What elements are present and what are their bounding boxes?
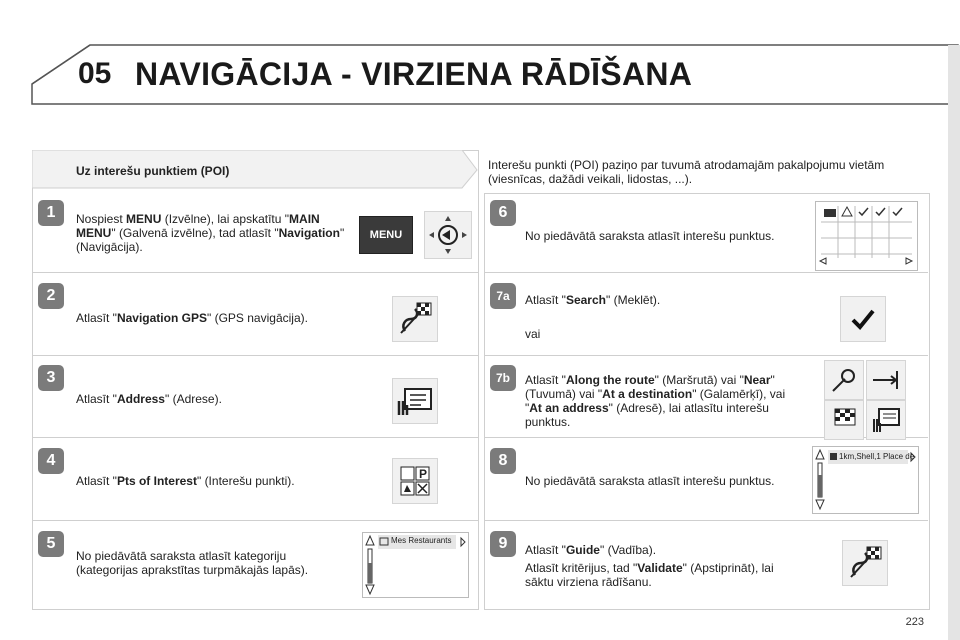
chapter-number: 05 [78, 57, 112, 90]
step-badge-9: 9 [490, 531, 516, 557]
category-list-screen[interactable] [362, 532, 469, 598]
divider [484, 520, 928, 521]
step-8-text: No piedāvātā saraksta atlasīt interešu punktus. [525, 474, 775, 488]
divider [32, 355, 478, 356]
step-badge-2: 2 [38, 283, 64, 309]
at-address-icon[interactable] [866, 400, 906, 440]
step-7a-text: Atlasīt "Search" (Meklēt). [525, 293, 661, 307]
side-bar [948, 45, 960, 640]
menu-button[interactable]: MENU [359, 216, 413, 254]
poi-grid-screen[interactable] [815, 201, 918, 271]
near-icon[interactable] [866, 360, 906, 400]
divider [32, 520, 478, 521]
poi-list-label: 1km,Shell,1 Place de [839, 452, 915, 461]
guide-icon[interactable] [842, 540, 888, 586]
step-5-text: No piedāvātā saraksta atlasīt kategoriju (kategorijas aprakstītas turpmākajās lapās). [76, 549, 309, 577]
poi-heading: Uz interešu punktiem (POI) [76, 164, 230, 178]
step-7b-text: Atlasīt "Along the route" (Maršrutā) vai "Near" (Tuvumā) vai "At a destination" (Galamērķī), vai "At an address" (Adresē), lai atlasītu interešu punktus. [525, 373, 786, 429]
category-label: Mes Restaurants [391, 536, 452, 545]
divider [32, 437, 478, 438]
or-text: vai [525, 327, 541, 341]
page-number: 223 [905, 616, 924, 628]
search-check-icon[interactable] [840, 296, 886, 342]
navigation-dial-icon[interactable] [424, 211, 472, 259]
poi-list-screen[interactable] [812, 446, 919, 514]
points-of-interest-icon[interactable] [392, 458, 438, 504]
poi-intro: Interešu punkti (POI) paziņo par tuvumā atrodamajām pakalpojumu vietām (viesnīcas, dažādi veikali, lidostas, ...). [488, 158, 885, 186]
divider [32, 272, 478, 273]
step-9-text-1: Atlasīt "Guide" (Vadība). [525, 543, 657, 557]
step-6-text: No piedāvātā saraksta atlasīt interešu punktus. [525, 229, 775, 243]
step-badge-4: 4 [38, 448, 64, 474]
divider [484, 355, 928, 356]
page-title: NAVIGĀCIJA - VIRZIENA RĀDĪŠANA [135, 56, 693, 92]
step-2-text: Atlasīt "Navigation GPS" (GPS navigācija). [76, 311, 308, 325]
step-4-text: Atlasīt "Pts of Interest" (Interešu punkti). [76, 474, 295, 488]
address-icon[interactable] [392, 378, 438, 424]
step-badge-1: 1 [38, 200, 64, 226]
step-3-text: Atlasīt "Address" (Adrese). [76, 392, 222, 406]
step-badge-7b: 7b [490, 365, 516, 391]
divider [484, 272, 928, 273]
step-badge-3: 3 [38, 365, 64, 391]
step-badge-7a: 7a [490, 283, 516, 309]
step-9-text-2: Atlasīt kritērijus, tad "Validate" (Apstiprināt), lai sāktu virziena rādīšanu. [525, 561, 774, 589]
at-destination-icon[interactable] [824, 400, 864, 440]
svg-text:P: P [419, 467, 428, 481]
step-1-text: Nospiest MENU (Izvēlne), lai apskatītu "MAIN MENU" (Galvenā izvēlne), tad atlasīt "Navigation" (Navigācija). [76, 212, 345, 254]
navigation-gps-icon[interactable] [392, 296, 438, 342]
step-badge-6: 6 [490, 200, 516, 226]
step-badge-8: 8 [490, 448, 516, 474]
along-route-icon[interactable] [824, 360, 864, 400]
step-badge-5: 5 [38, 531, 64, 557]
